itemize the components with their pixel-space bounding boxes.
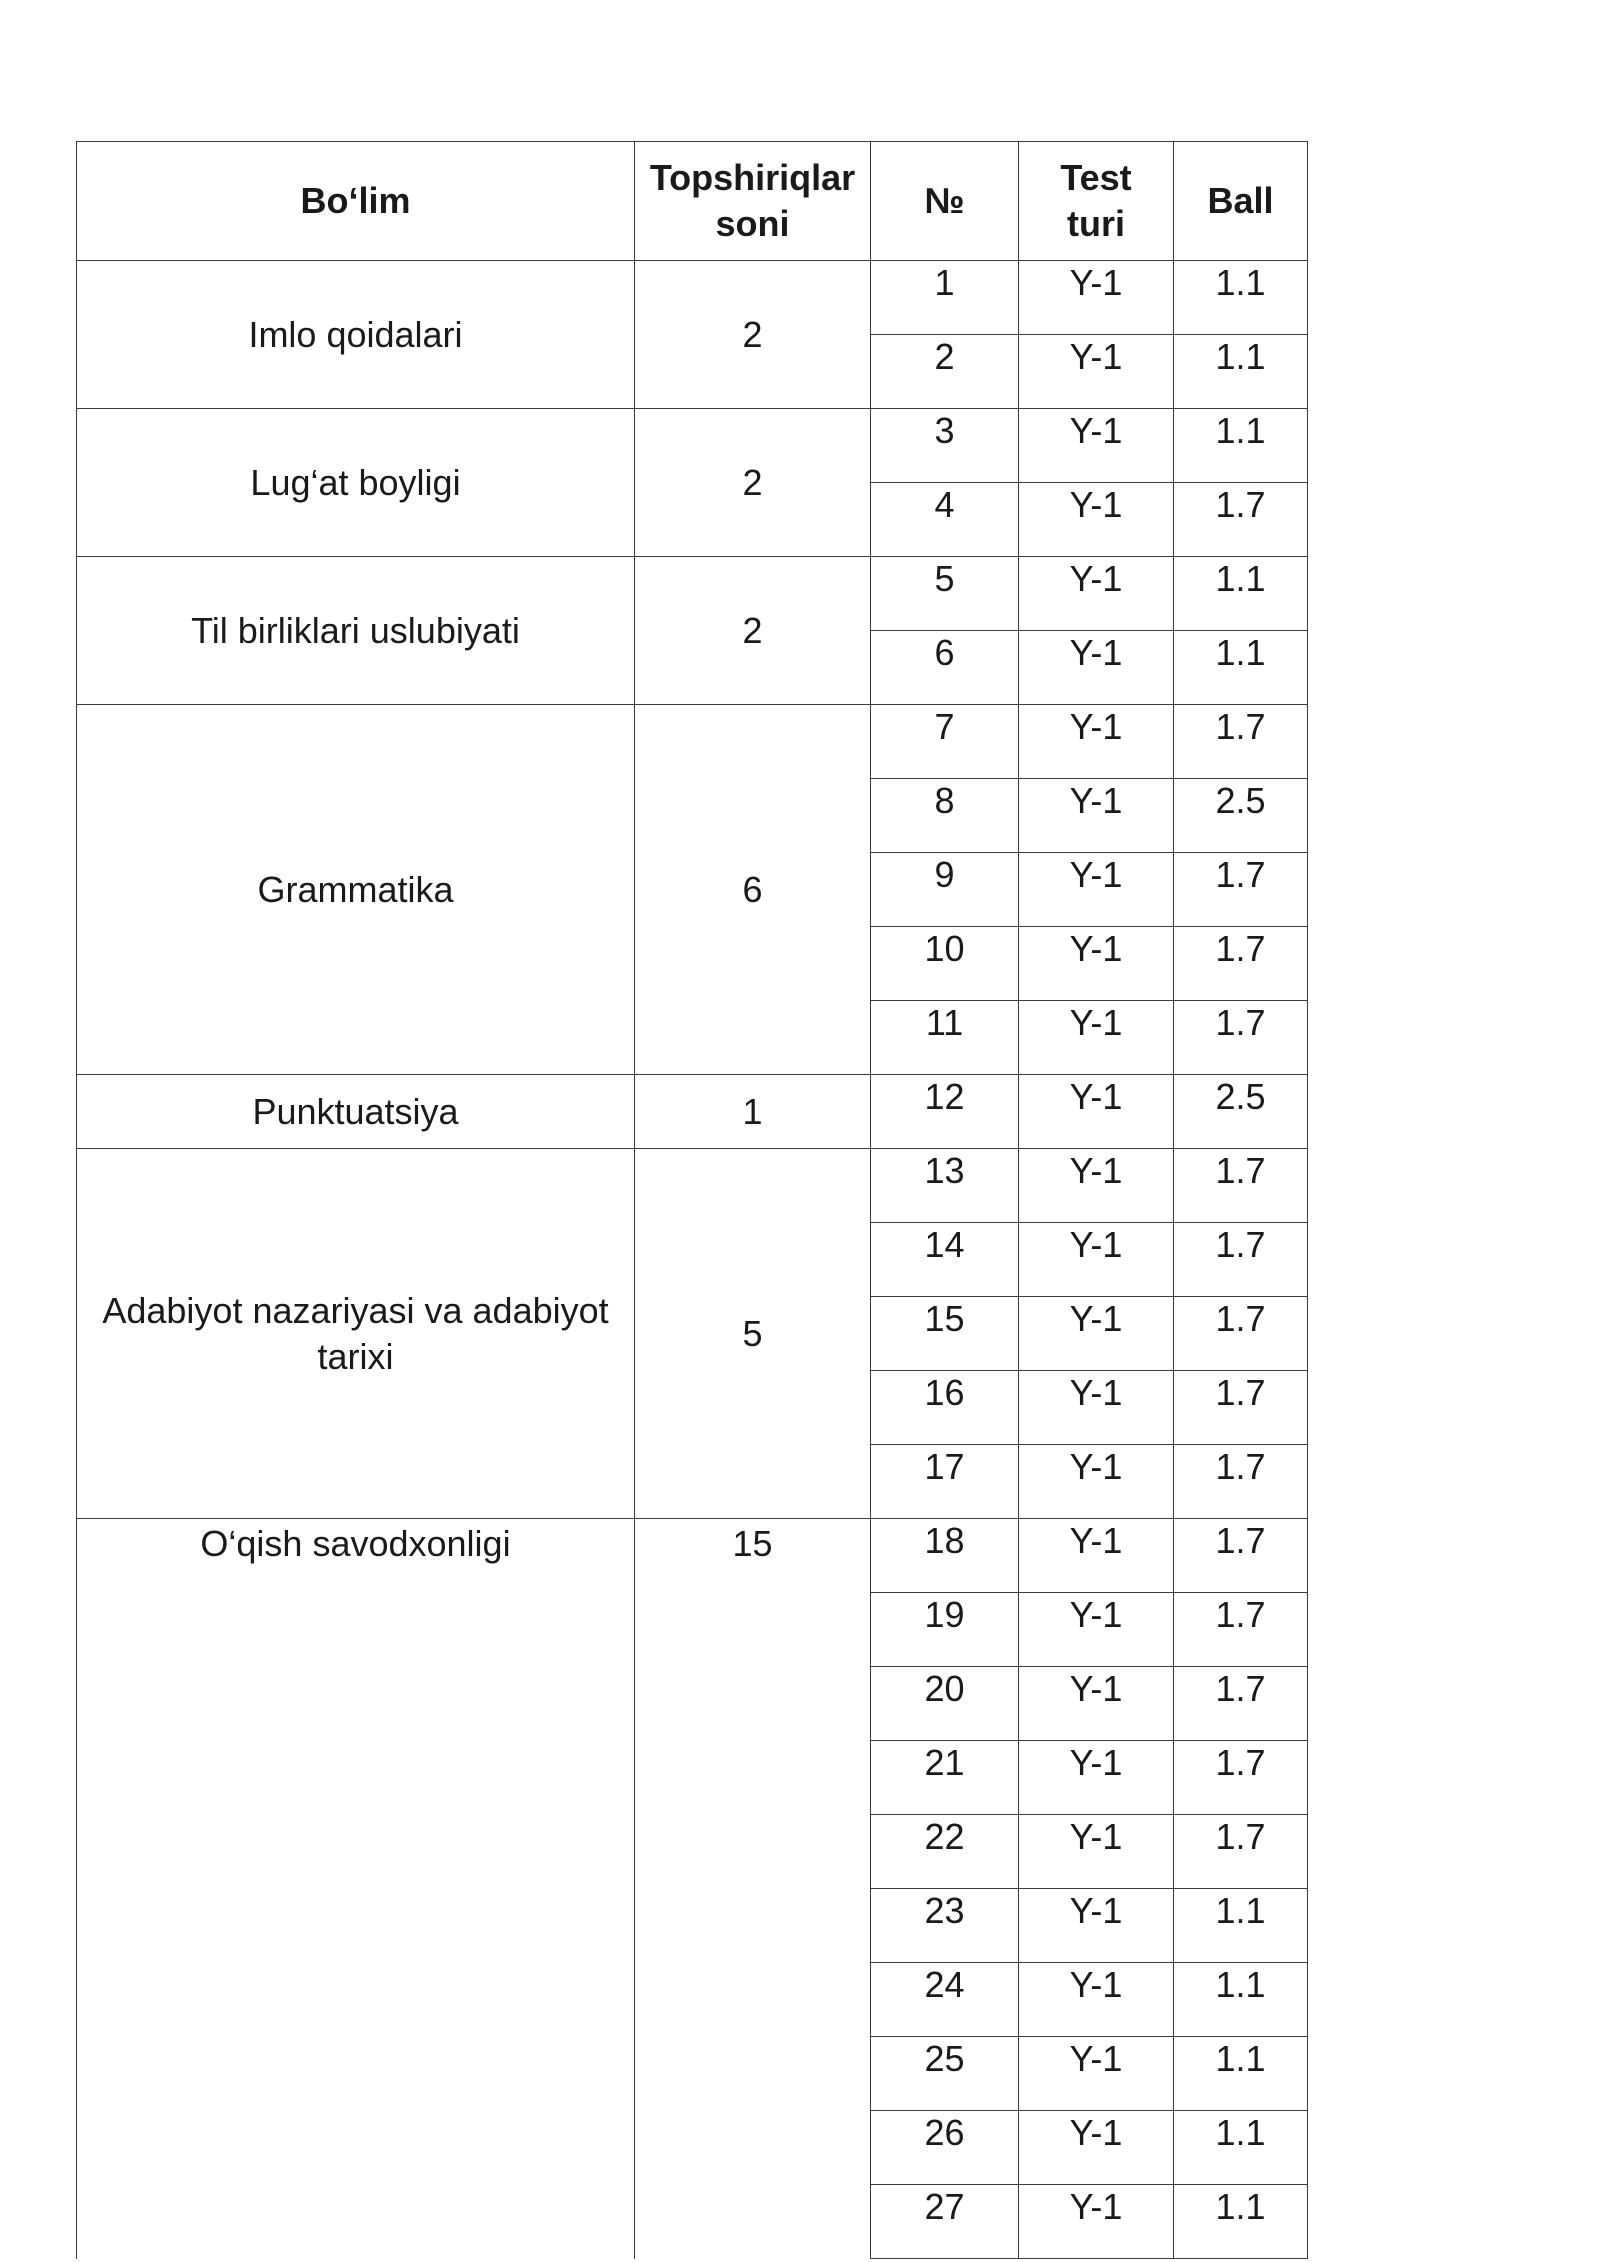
test-type-cell: Y-1: [1019, 261, 1174, 335]
task-count-cell: 6: [635, 705, 871, 1075]
task-number-cell: 14: [871, 1223, 1019, 1297]
test-type-cell: Y-1: [1019, 631, 1174, 705]
score-cell: 2.5: [1174, 1075, 1308, 1149]
test-type-cell: Y-1: [1019, 483, 1174, 557]
score-cell: 1.1: [1174, 631, 1308, 705]
test-type-cell: Y-1: [1019, 2185, 1174, 2259]
test-type-cell: Y-1: [1019, 557, 1174, 631]
score-cell: 1.7: [1174, 705, 1308, 779]
test-type-cell: Y-1: [1019, 1075, 1174, 1149]
score-cell: 1.1: [1174, 2037, 1308, 2111]
score-cell: 1.1: [1174, 335, 1308, 409]
task-number-cell: 4: [871, 483, 1019, 557]
test-type-cell: Y-1: [1019, 1815, 1174, 1889]
test-type-cell: Y-1: [1019, 1297, 1174, 1371]
task-number-cell: 21: [871, 1741, 1019, 1815]
test-type-cell: Y-1: [1019, 1593, 1174, 1667]
score-cell: 1.7: [1174, 1001, 1308, 1075]
test-type-cell: Y-1: [1019, 705, 1174, 779]
section-name-cell: O‘qish savodxonligi: [77, 1519, 635, 2259]
test-type-cell: Y-1: [1019, 927, 1174, 1001]
test-type-cell: Y-1: [1019, 1001, 1174, 1075]
test-type-cell: Y-1: [1019, 1223, 1174, 1297]
test-type-cell: Y-1: [1019, 1149, 1174, 1223]
task-count-cell: 5: [635, 1149, 871, 1519]
table-header-row: [77, 142, 1308, 261]
score-cell: 2.5: [1174, 779, 1308, 853]
test-type-cell: Y-1: [1019, 2111, 1174, 2185]
task-number-cell: 3: [871, 409, 1019, 483]
task-number-cell: 10: [871, 927, 1019, 1001]
table-row: [77, 409, 1308, 483]
task-number-cell: 12: [871, 1075, 1019, 1149]
test-type-cell: Y-1: [1019, 1371, 1174, 1445]
task-count-cell: 15: [635, 1519, 871, 2259]
test-type-cell: Y-1: [1019, 1445, 1174, 1519]
section-name-cell: Lug‘at boyligi: [77, 409, 635, 557]
test-type-cell: Y-1: [1019, 1667, 1174, 1741]
header-number: №: [871, 142, 1019, 261]
table-row: [77, 557, 1308, 631]
test-type-cell: Y-1: [1019, 779, 1174, 853]
score-cell: 1.1: [1174, 409, 1308, 483]
score-cell: 1.1: [1174, 261, 1308, 335]
score-cell: 1.7: [1174, 1741, 1308, 1815]
header-task-count: Topshiriqlar soni: [635, 142, 871, 261]
table-row: [77, 705, 1308, 779]
task-count-cell: 2: [635, 557, 871, 705]
score-cell: 1.7: [1174, 1445, 1308, 1519]
task-number-cell: 16: [871, 1371, 1019, 1445]
score-cell: 1.7: [1174, 1371, 1308, 1445]
task-count-cell: 1: [635, 1075, 871, 1149]
table-body: [77, 261, 1308, 2259]
task-number-cell: 15: [871, 1297, 1019, 1371]
task-number-cell: 7: [871, 705, 1019, 779]
test-type-cell: Y-1: [1019, 853, 1174, 927]
table-row: [77, 1149, 1308, 1223]
score-cell: 1.1: [1174, 1889, 1308, 1963]
table-row: [77, 1075, 1308, 1149]
score-cell: 1.1: [1174, 2185, 1308, 2259]
score-cell: 1.7: [1174, 853, 1308, 927]
score-cell: 1.7: [1174, 1223, 1308, 1297]
task-number-cell: 11: [871, 1001, 1019, 1075]
task-number-cell: 8: [871, 779, 1019, 853]
task-number-cell: 20: [871, 1667, 1019, 1741]
header-score: Ball: [1174, 142, 1308, 261]
score-cell: 1.7: [1174, 483, 1308, 557]
header-section: Bo‘lim: [77, 142, 635, 261]
score-cell: 1.1: [1174, 1963, 1308, 2037]
section-name-cell: Imlo qoidalari: [77, 261, 635, 409]
task-number-cell: 19: [871, 1593, 1019, 1667]
test-type-cell: Y-1: [1019, 1889, 1174, 1963]
section-name-cell: Adabiyot nazariyasi va adabiyot tarixi: [77, 1149, 635, 1519]
test-type-cell: Y-1: [1019, 335, 1174, 409]
table-row: [77, 1519, 1308, 1593]
table-row: [77, 261, 1308, 335]
task-number-cell: 22: [871, 1815, 1019, 1889]
task-number-cell: 1: [871, 261, 1019, 335]
task-number-cell: 9: [871, 853, 1019, 927]
task-count-cell: 2: [635, 409, 871, 557]
test-type-cell: Y-1: [1019, 1519, 1174, 1593]
task-number-cell: 27: [871, 2185, 1019, 2259]
task-number-cell: 13: [871, 1149, 1019, 1223]
score-cell: 1.7: [1174, 1519, 1308, 1593]
score-cell: 1.7: [1174, 1593, 1308, 1667]
task-count-cell: 2: [635, 261, 871, 409]
task-number-cell: 26: [871, 2111, 1019, 2185]
score-cell: 1.1: [1174, 2111, 1308, 2185]
score-cell: 1.1: [1174, 557, 1308, 631]
task-number-cell: 25: [871, 2037, 1019, 2111]
score-cell: 1.7: [1174, 1149, 1308, 1223]
section-name-cell: Til birliklari uslubiyati: [77, 557, 635, 705]
score-cell: 1.7: [1174, 1667, 1308, 1741]
task-number-cell: 24: [871, 1963, 1019, 2037]
task-number-cell: 17: [871, 1445, 1019, 1519]
score-cell: 1.7: [1174, 1815, 1308, 1889]
section-name-cell: Punktuatsiya: [77, 1075, 635, 1149]
task-number-cell: 23: [871, 1889, 1019, 1963]
test-type-cell: Y-1: [1019, 2037, 1174, 2111]
task-number-cell: 5: [871, 557, 1019, 631]
score-cell: 1.7: [1174, 1297, 1308, 1371]
task-number-cell: 2: [871, 335, 1019, 409]
section-name-cell: Grammatika: [77, 705, 635, 1075]
header-test-type: Test turi: [1019, 142, 1174, 261]
score-cell: 1.7: [1174, 927, 1308, 1001]
test-type-cell: Y-1: [1019, 1963, 1174, 2037]
task-number-cell: 18: [871, 1519, 1019, 1593]
test-type-cell: Y-1: [1019, 409, 1174, 483]
task-number-cell: 6: [871, 631, 1019, 705]
test-specification-table: [76, 141, 1308, 2259]
test-type-cell: Y-1: [1019, 1741, 1174, 1815]
